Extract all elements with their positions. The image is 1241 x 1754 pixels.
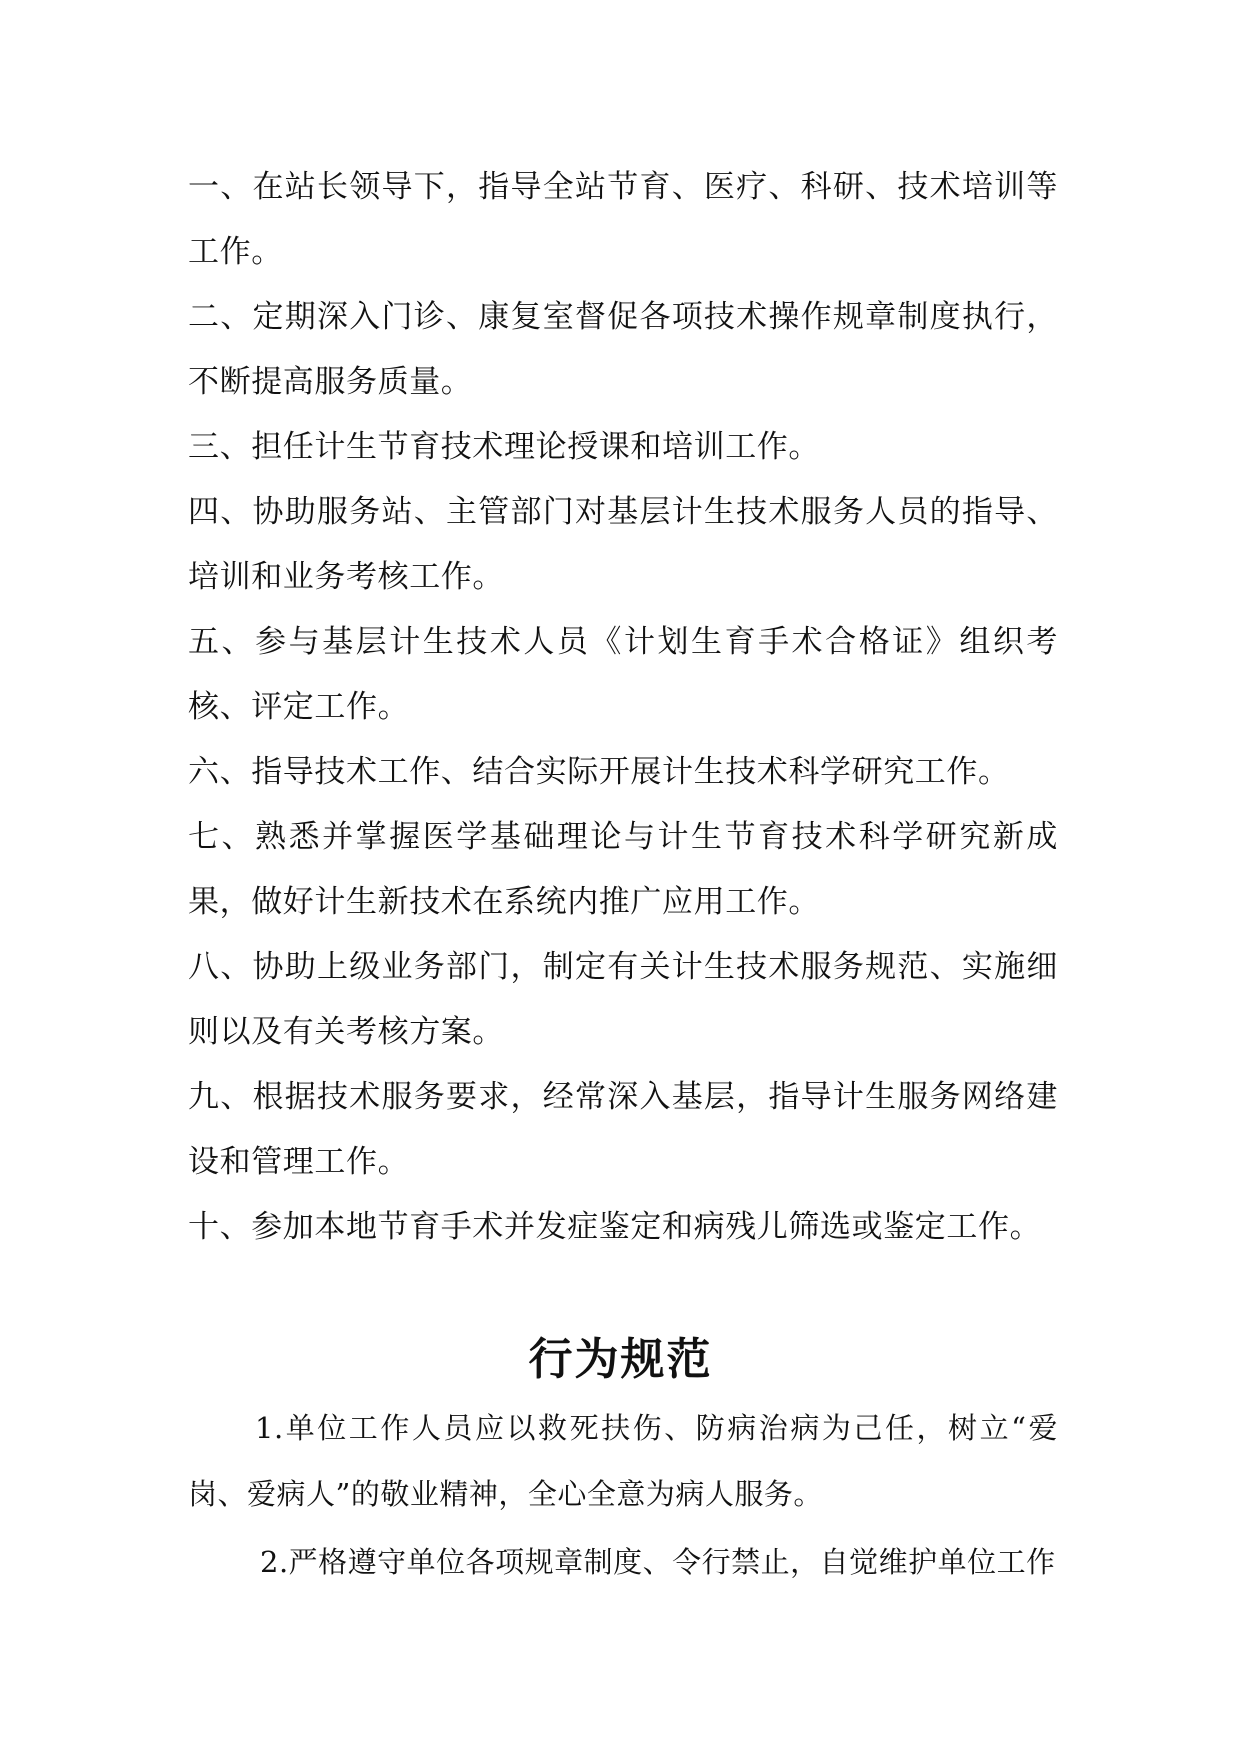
- conduct-rule-list: [188, 1395, 1058, 1595]
- duty-item-8: 八、协助上级业务部门，制定有关计生技术服务规范、实施细则以及有关考核方案。: [188, 949, 1058, 1050]
- duty-item-9: 九、根据技术服务要求，经常深入基层，指导计生服务网络建设和管理工作。: [188, 1079, 1058, 1180]
- duty-list: [188, 155, 1058, 1260]
- duty-item-1: 一、在站长领导下，指导全站节育、医疗、科研、技术培训等工作。: [188, 169, 1058, 270]
- conduct-rule-2: 2.严格遵守单位各项规章制度、令行禁止，自觉维护单位工作: [260, 1545, 1056, 1579]
- conduct-rule-1: 1.单位工作人员应以救死扶伤、防病治病为己任，树立“爱岗、爱病人”的敬业精神，全心全意为病人服务。: [188, 1411, 1058, 1511]
- duty-item-7: 七、熟悉并掌握医学基础理论与计生节育技术科学研究新成果，做好计生新技术在系统内推广应用工作。: [188, 819, 1058, 920]
- duty-item-4: 四、协助服务站、主管部门对基层计生技术服务人员的指导、培训和业务考核工作。: [188, 494, 1058, 595]
- duty-item-10: 十、参加本地节育手术并发症鉴定和病残儿筛选或鉴定工作。: [188, 1209, 1042, 1245]
- conduct-section-title: 行为规范: [528, 1334, 713, 1385]
- duty-item-3: 三、担任计生节育技术理论授课和培训工作。: [188, 429, 820, 465]
- duty-item-6: 六、指导技术工作、结合实际开展计生技术科学研究工作。: [188, 754, 1010, 790]
- duty-item-5: 五、参与基层计生技术人员《计划生育手术合格证》组织考核、评定工作。: [188, 624, 1058, 725]
- duty-item-2: 二、定期深入门诊、康复室督促各项技术操作规章制度执行，不断提高服务质量。: [188, 299, 1058, 400]
